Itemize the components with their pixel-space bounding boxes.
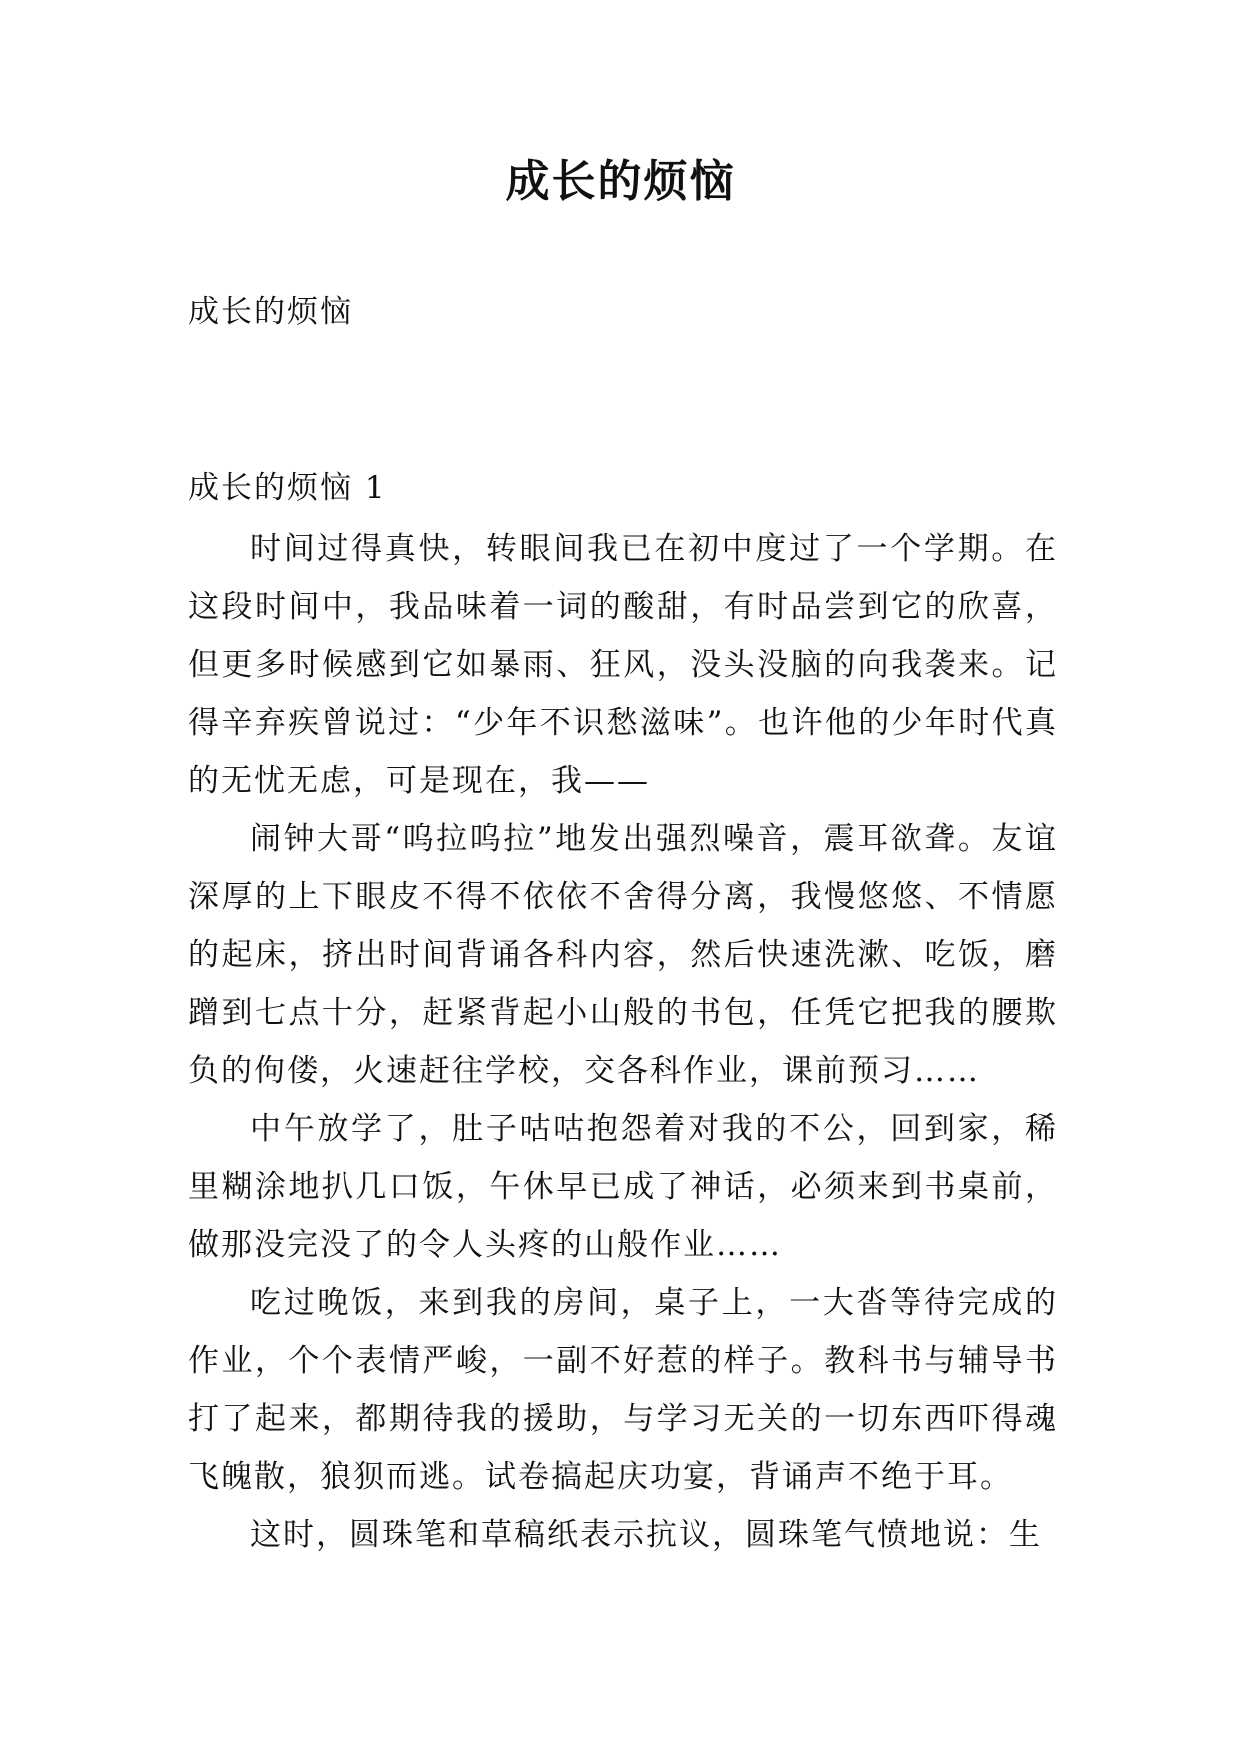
paragraph: 时间过得真快，转眼间我已在初中度过了一个学期。在这段时间中，我品味着一词的酸甜，有时品尝到它的欣喜，但更多时候感到它如暴雨、狂风，没头没脑的向我袭来。记得辛弃疾曾说过：“少年不识愁滋味”。也许他的少年时代真的无忧无虑，可是现在，我—— (188, 531, 1058, 799)
paragraph: 中午放学了，肚子咕咕抱怨着对我的不公，回到家，稀里糊涂地扒几口饭，午休早已成了神话，必须来到书桌前，做那没完没了的令人头疼的山般作业…… (188, 1111, 1058, 1263)
section-heading: 成长的烦恼 1 (188, 470, 387, 506)
paragraph: 吃过晚饭，来到我的房间，桌子上，一大沓等待完成的作业，个个表情严峻，一副不好惹的样子。教科书与辅导书打了起来，都期待我的援助，与学习无关的一切东西吓得魂飞魄散，狼狈而逃。试卷搞起庆功宴，背诵声不绝于耳。 (188, 1285, 1058, 1495)
paragraph: 闹钟大哥“呜拉呜拉”地发出强烈噪音，震耳欲聋。友谊深厚的上下眼皮不得不依依不舍得分离，我慢悠悠、不情愿的起床，挤出时间背诵各科内容，然后快速洗漱、吃饭，磨蹭到七点十分，赶紧背起小山般的书包，任凭它把我的腰欺负的佝偻，火速赶往学校，交各科作业，课前预习…… (188, 821, 1058, 1089)
paragraph: 这时，圆珠笔和草稿纸表示抗议，圆珠笔气愤地说：生 (250, 1517, 1042, 1553)
document-subtitle: 成长的烦恼 (188, 294, 353, 330)
document-body (188, 520, 1058, 1564)
document-title: 成长的烦恼 (505, 156, 736, 207)
